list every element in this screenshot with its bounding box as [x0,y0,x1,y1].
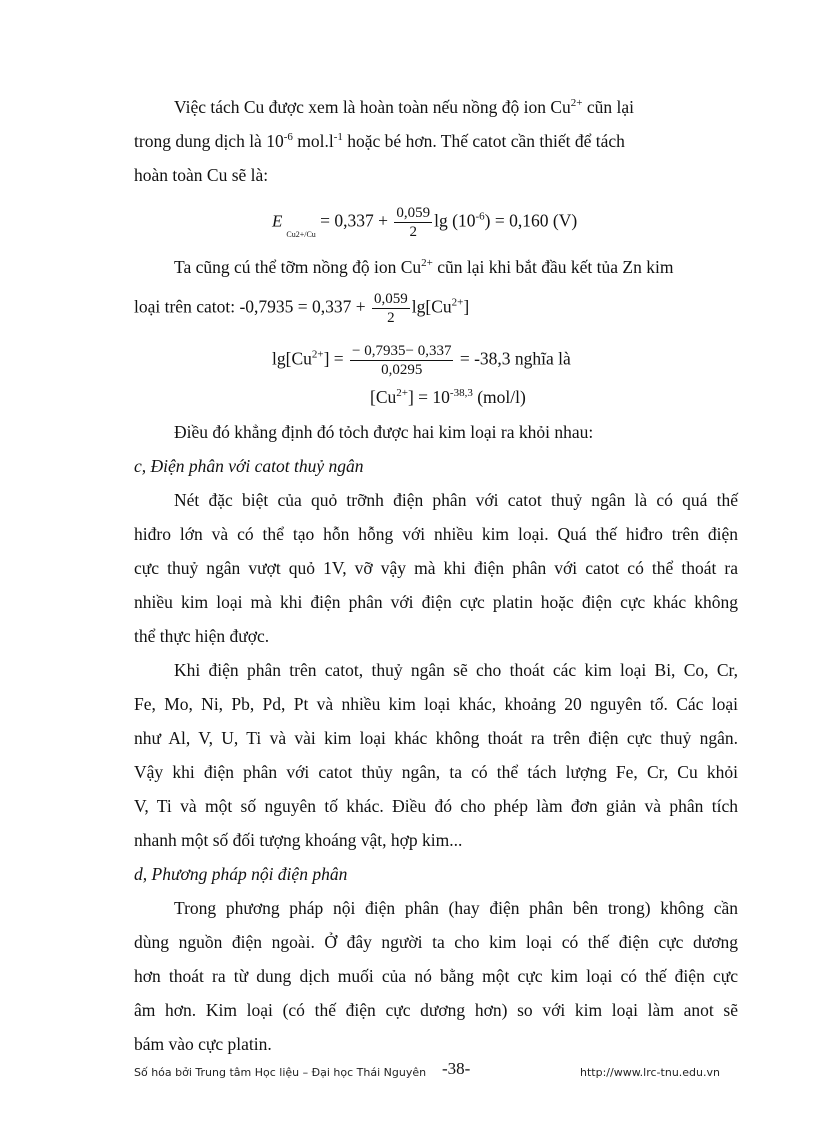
text: Nét đặc biệt của quỏ trỡnh điện phân với catot thuỷ ngân là có quá thế [174,490,738,510]
equation-log-concentration [272,342,571,379]
equation-electrode-potential [272,204,577,241]
text: = 0,337 + [315,210,393,231]
text: như Al, V, U, Ti và vài kim loại khác không thoát ra trên điện cực thuỷ ngân. [134,728,738,748]
paragraph-line [134,625,269,647]
superscript: -38,3 [449,387,473,399]
text: Ta cũng cú thể tỡm nồng độ ion Cu [174,257,422,277]
text: âm hơn. Kim loại (có thế điện cực dương hơn) so với kim loại làm anot sẽ [134,1000,738,1020]
paragraph-line [174,659,738,681]
paragraph-line [134,130,625,152]
text: loại trên catot: -0,7935 = 0,337 + [134,296,371,317]
paragraph-line [134,693,738,715]
paragraph-line [134,931,738,953]
text: cũn lại khi bắt đầu kết tủa Zn kim [432,257,674,277]
paragraph-line [174,489,738,511]
equation-concentration [370,386,526,408]
paragraph-line [134,164,268,186]
text: Điều đó khẳng định đó tỏch được hai kim loại ra khỏi nhau: [174,422,594,442]
superscript: 2+ [451,296,464,309]
text: hiđro lớn và có thể tạo hỗn hỗng với nhiều kim loại. Quá thế hiđro trên điện [134,524,738,544]
text: bám vào cực platin. [134,1034,272,1054]
superscript: 2+ [421,257,433,269]
text: ) = 0,160 (V) [484,210,578,231]
paragraph-line [134,999,738,1021]
fraction-denominator: 0,0295 [381,362,423,378]
fraction [394,204,432,241]
text: lg[Cu [411,296,452,317]
heading-text: d, Phương pháp nội điện phân [134,864,348,884]
paragraph-line [134,591,738,613]
text: nhanh một số đối tượng khoáng vật, hợp kim... [134,830,463,850]
fraction-numerator: − 0,7935− 0,337 [352,343,452,359]
page-number: -38- [442,1059,471,1078]
text: V, Ti và một số nguyên tố khác. Điều đó cho phép làm đơn giản và phân tích [134,796,738,816]
section-heading-c [134,455,364,477]
text: Fe, Mo, Ni, Pb, Pd, Pt và nhiều kim loại khác, khoảng 20 nguyên tố. Các loại [134,694,738,714]
section-heading-d [134,863,347,885]
text: Việc tách Cu được xem là hoàn toàn nếu nồng độ ion Cu [174,97,571,117]
text: cực thuỷ ngân vượt quỏ 1V, vỡ vậy mà khi điện phân với catot có thể thoát ra [134,558,738,578]
paragraph-line [174,256,673,278]
superscript: 2+ [311,348,324,361]
text: thể thực hiện được. [134,626,270,646]
heading-text: c, Điện phân với catot thuỷ ngân [134,456,364,476]
fraction-denominator: 2 [387,310,395,326]
text: hoàn toàn Cu sẽ là: [134,165,269,185]
paragraph-line [134,523,738,545]
text: Khi điện phân trên catot, thuỷ ngân sẽ cho thoát các kim loại Bi, Co, Cr, [174,660,738,680]
fraction-numerator: 0,059 [396,205,431,221]
fraction-denominator: 2 [409,224,418,240]
potential-subscript: Cu2+/Cu [286,229,316,239]
text: ] = 10 [407,387,450,407]
text: mol.l [292,131,334,151]
potential-symbol: E [272,211,283,231]
paragraph-line [134,761,738,783]
text: Vậy khi điện phân với catot thủy ngân, ta có thể tách lượng Fe, Cr, Cu khỏi [134,762,738,782]
text: cũn lại [582,97,635,117]
text: [Cu [370,387,397,407]
paragraph-line [174,897,738,919]
fraction-numerator: 0,059 [374,291,408,307]
paragraph-line [134,795,738,817]
text: ] = [323,348,349,369]
text: lg (10 [434,210,476,231]
paragraph-line [174,421,593,443]
paragraph-line [134,727,738,749]
superscript: -6 [283,131,293,143]
fraction [350,342,453,379]
superscript: 2+ [396,387,408,399]
text: Trong phương pháp nội điện phân (hay điện phân bên trong) không cần [174,898,738,918]
text: (mol/l) [472,387,526,407]
text: hơn thoát ra từ dung dịch muối của nó bằng một cực kim loại có thế điện cực [134,966,738,986]
paragraph-line [134,1033,272,1055]
paragraph-line [174,96,634,118]
paragraph-line [134,557,738,579]
text: = -38,3 nghĩa là [455,348,571,369]
footer-source: Số hóa bởi Trung tâm Học liệu – Đại học Thái Nguyên [134,1066,427,1079]
text: trong dung dịch là 10 [134,131,284,151]
superscript: -6 [475,210,485,223]
text: lg[Cu [272,348,312,369]
fraction [372,290,410,327]
text: ] [463,296,470,317]
superscript: -1 [333,131,343,143]
paragraph-line [134,829,462,851]
text: nhiều kim loại mà khi điện phân với điện cực platin hoặc điện cực khác không [134,592,738,612]
paragraph-line [134,290,469,327]
text: hoặc bé hơn. Thế catot cần thiết để tách [342,131,625,151]
text: dùng nguồn điện ngoài. Ở đây người ta cho kim loại có thế điện cực dương [134,932,738,952]
superscript: 2+ [570,97,583,109]
footer-url[interactable]: http://www.lrc-tnu.edu.vn [580,1066,720,1079]
paragraph-line [134,965,738,987]
